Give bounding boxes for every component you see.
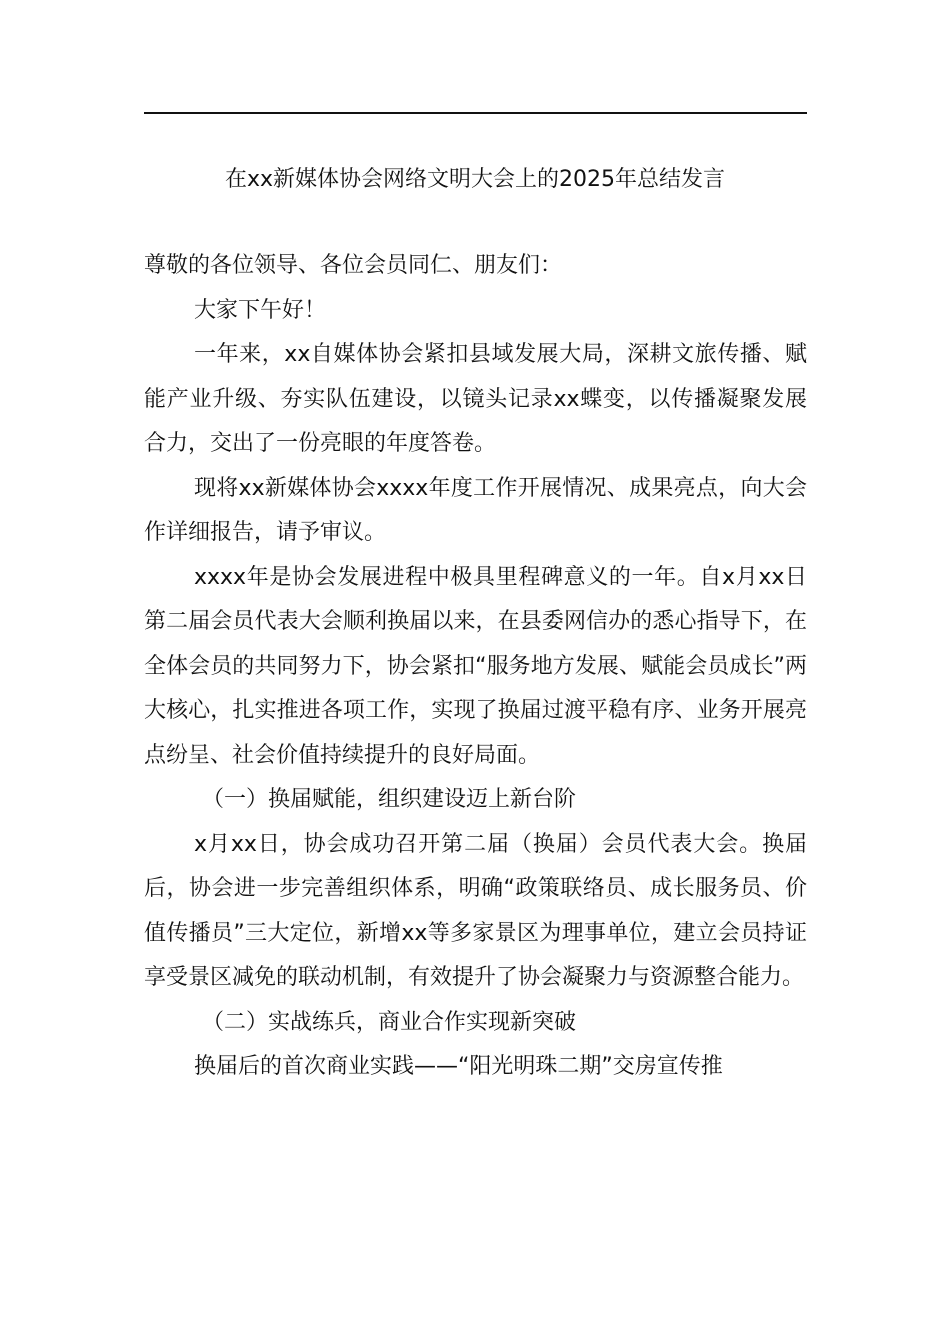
paragraph: 一年来，xx自媒体协会紧扣县域发展大局，深耕文旅传播、赋能产业升级、夯实队伍建设，以镜头记录xx蝶变，以传播凝聚发展合力，交出了一份亮眼的年度答卷。: [144, 342, 807, 456]
paragraph: xxxx年是协会发展进程中极具里程碑意义的一年。自x月xx日第二届会员代表大会顺利换届以来，在县委网信办的悉心指导下，在全体会员的共同努力下，协会紧扣“服务地方发展、赋能会员成长”两大核心，扎实推进各项工作，实现了换届过渡平稳有序、业务开展亮点纷呈、社会价值持续提升的良好局面。: [144, 564, 807, 768]
salutation: 尊敬的各位领导、各位会员同仁、朋友们：: [144, 253, 563, 278]
document-title: 在xx新媒体协会网络文明大会上的2025年总结发言: [224, 167, 726, 192]
paragraph: x月xx日，协会成功召开第二届（换届）会员代表大会。换届后，协会进一步完善组织体系，明确“政策联络员、成长服务员、价值传播员”三大定位，新增xx等多家景区为理事单位，建立会员持证享受景区减免的联动机制，有效提升了协会凝聚力与资源整合能力。: [144, 831, 807, 990]
paragraph: 现将xx新媒体协会xxxx年度工作开展情况、成果亮点，向大会作详细报告，请予审议。: [144, 475, 807, 545]
header-rule: [144, 112, 807, 114]
paragraph: 换届后的首次商业实践——“阳光明珠二期”交房宣传推: [194, 1054, 723, 1079]
section-heading: （一）换届赋能，组织建设迈上新台阶: [202, 787, 577, 812]
document-body: [144, 244, 807, 1090]
section-heading: （二）实战练兵，商业合作实现新突破: [202, 1009, 577, 1035]
greeting: 大家下午好！: [194, 297, 327, 323]
